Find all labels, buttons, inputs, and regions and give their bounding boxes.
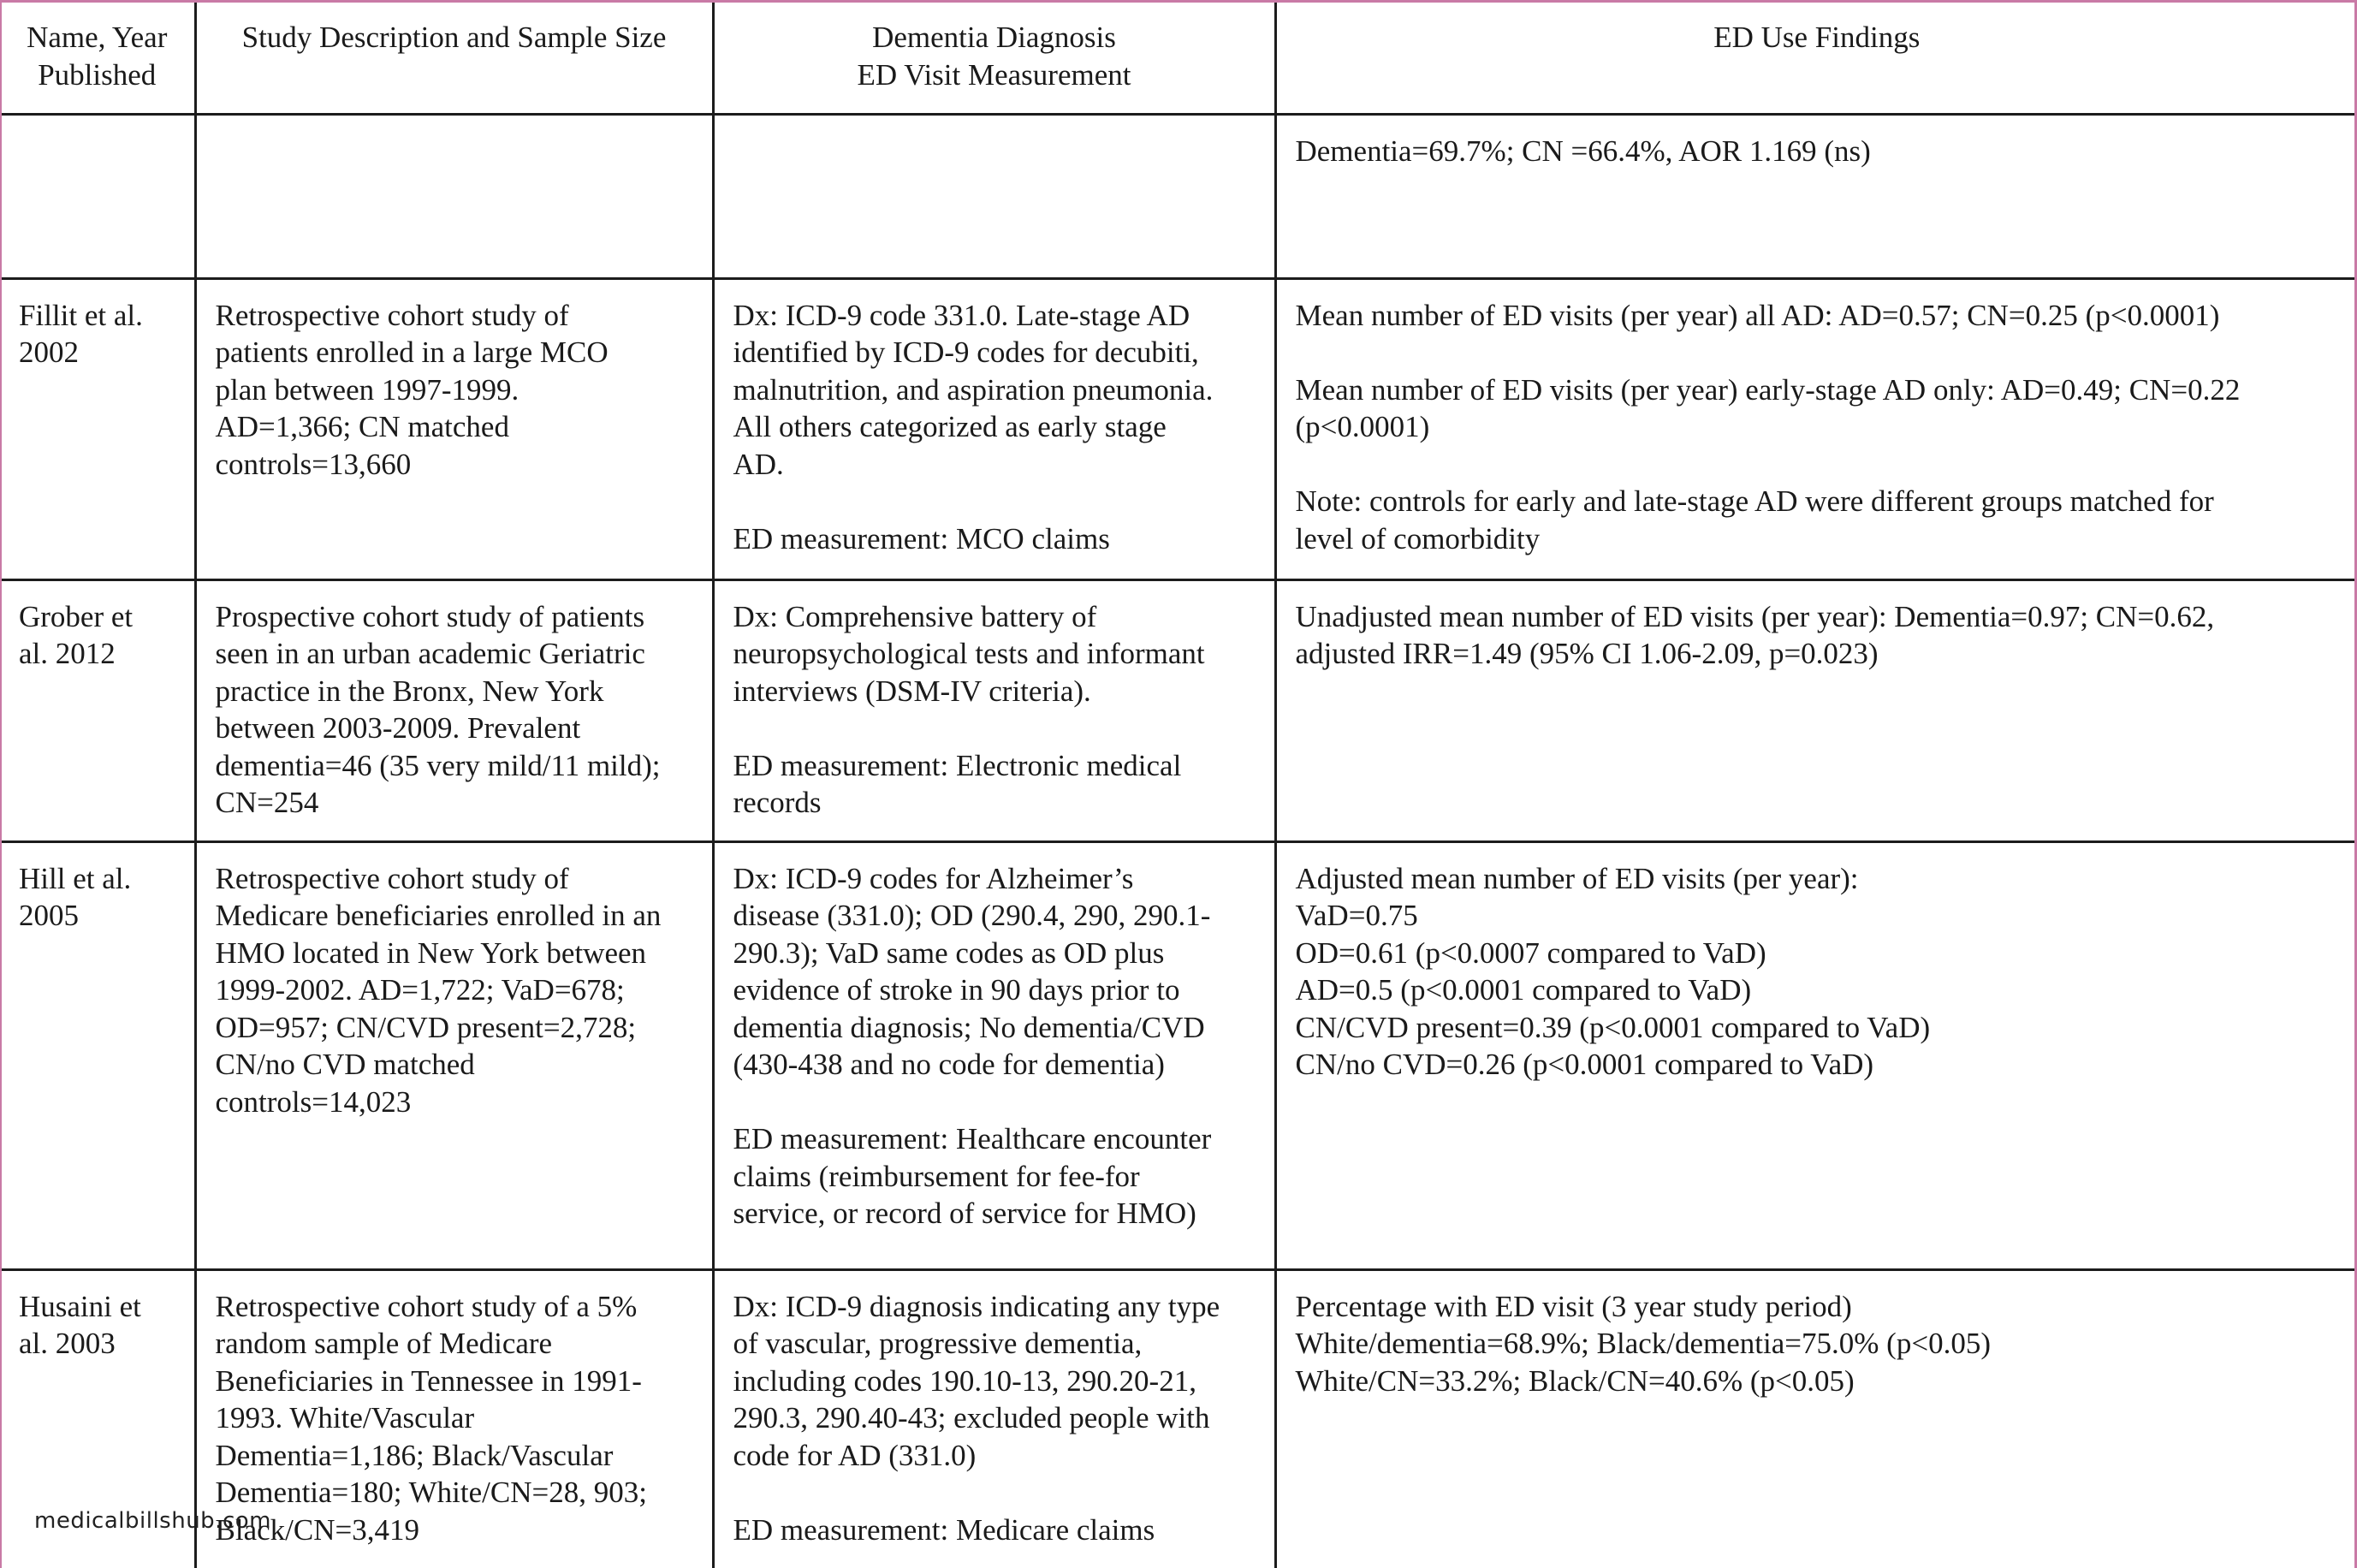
finding-text: Percentage with ED visit (3 year study period) White/dementia=68.9%; Black/dementia=75.0% (p<0.05) White/CN=33.2%; Black/CN=40.6% (p<0.05) [1295,1289,1991,1398]
header-dementia-diagnosis: Dementia Diagnosis ED Visit Measurement [713,0,1275,114]
cell-findings [1275,1269,2357,1568]
diagnosis-text: Dx: ICD-9 codes for Alzheimer’s disease (331.0); OD (290.4, 290, 290.1- 290.3); VaD same codes as OD plus evidence of stroke in 90 days prior to dementia diagnosis; No dementia/CVD (430-438 and no code for dementia) [733,861,1211,1081]
page-border-top [0,0,2357,3]
table-row [0,1269,2357,1568]
diagnosis-text: Dx: ICD-9 diagnosis indicating any type of vascular, progressive dementia, including codes 190.10-13, 290.20-21, 290.3, 290.40-43; excluded people with code for AD (331.0) [733,1289,1220,1472]
cell-name: Grober et al. 2012 [0,579,195,841]
header-study-description: Study Description and Sample Size [195,0,713,114]
finding-text: Mean number of ED visits (per year) all AD: AD=0.57; CN=0.25 (p<0.0001) [1295,298,2220,332]
cell-name: Hill et al. 2005 [0,841,195,1269]
cell-description: Retrospective cohort study of Medicare beneficiaries enrolled in an HMO located in New York between 1999-2002. AD=1,722; VaD=678; OD=957; CN/CVD present=2,728; CN/no CVD matched controls=14,023 [195,841,713,1269]
cell-diagnosis [713,579,1275,841]
cell-diagnosis [713,114,1275,278]
ed-measurement-text: ED measurement: MCO claims [733,521,1110,555]
cell-findings [1275,278,2357,579]
ed-measurement-text: ED measurement: Medicare claims [733,1512,1155,1547]
cell-description: Retrospective cohort study of a 5% random sample of Medicare Beneficiaries in Tennessee in 1991- 1993. White/Vascular Dementia=1,186; Black/Vascular Dementia=180; White/CN=28, 903; Black/CN=3,419 [195,1269,713,1568]
cell-findings [1275,579,2357,841]
cell-name: Husaini et al. 2003 [0,1269,195,1568]
cell-diagnosis [713,1269,1275,1568]
table-row [0,579,2357,841]
cell-name [0,114,195,278]
cell-findings: Dementia=69.7%; CN =66.4%, AOR 1.169 (ns) [1275,114,2357,278]
finding-text: Adjusted mean number of ED visits (per year): VaD=0.75 OD=0.61 (p<0.0007 compared to VaD) AD=0.5 (p<0.0001 compared to VaD) CN/CVD present=0.39 (p<0.0001 compared to VaD) CN/no CVD=0.26 (p<0.0001 compared to VaD) [1295,861,1931,1081]
ed-measurement-text: ED measurement: Healthcare encounter claims (reimbursement for fee-for service, or record of service for HMO) [733,1122,1212,1230]
table-row [0,278,2357,579]
table-row [0,841,2357,1269]
header-ed-use-findings: ED Use Findings [1275,0,2357,114]
header-name-year: Name, Year Published [0,0,195,114]
diagnosis-text: Dx: ICD-9 code 331.0. Late-stage AD identified by ICD-9 codes for decubiti, malnutrition, and aspiration pneumonia. All others categorized as early stage AD. [733,298,1214,481]
finding-text: Note: controls for early and late-stage AD were different groups matched for level of comorbidity [1295,484,2214,555]
page-border-left [0,0,2,1568]
cell-diagnosis [713,278,1275,579]
cell-description: Retrospective cohort study of patients enrolled in a large MCO plan between 1997-1999. AD=1,366; CN matched controls=13,660 [195,278,713,579]
cell-diagnosis [713,841,1275,1269]
header-row [0,0,2357,114]
diagnosis-text: Dx: Comprehensive battery of neuropsychological tests and informant interviews (DSM-IV criteria). [733,599,1205,708]
cell-description: Prospective cohort study of patients seen in an urban academic Geriatric practice in the Bronx, New York between 2003-2009. Prevalent dementia=46 (35 very mild/11 mild); CN=254 [195,579,713,841]
ed-measurement-text: ED measurement: Electronic medical records [733,748,1182,819]
watermark: medicalbillshub.com [34,1508,271,1534]
finding-text: Unadjusted mean number of ED visits (per year): Dementia=0.97; CN=0.62, adjusted IRR=1.49 (95% CI 1.06-2.09, p=0.023) [1295,599,2215,670]
finding-text: Mean number of ED visits (per year) early-stage AD only: AD=0.49; CN=0.22 (p<0.0001) [1295,372,2241,443]
table-row [0,114,2357,278]
cell-findings [1275,841,2357,1269]
cell-name: Fillit et al. 2002 [0,278,195,579]
cell-description [195,114,713,278]
